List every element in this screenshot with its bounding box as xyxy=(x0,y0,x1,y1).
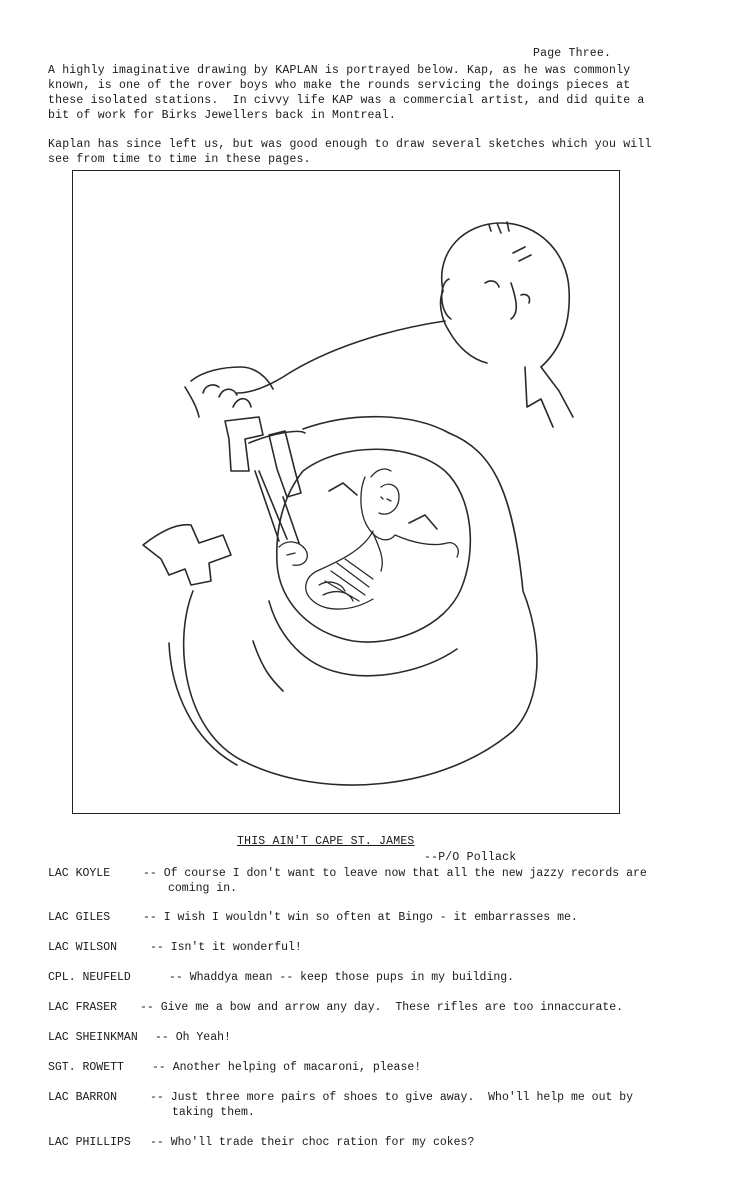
quote-text: -- Whaddya mean -- keep those pups in my building. xyxy=(169,971,515,984)
quote-text: -- I wish I wouldn't win so often at Bingo - it embarrasses me. xyxy=(143,911,578,924)
panel-outline xyxy=(184,433,537,785)
quote-speaker: LAC WILSON xyxy=(48,941,118,954)
quote-text: -- Oh Yeah! xyxy=(155,1031,231,1044)
quote-text: -- Who'll trade their choc ration for my cokes? xyxy=(150,1136,475,1149)
quote-speaker: LAC GILES xyxy=(48,911,111,924)
page-number: Page Three. xyxy=(533,47,612,60)
quote-speaker: LAC FRASER xyxy=(48,1001,118,1014)
quote-speaker: CPL. NEUFELD xyxy=(48,971,131,984)
kaplan-mermaid-sketch xyxy=(73,171,618,812)
quote-text: -- Isn't it wonderful! xyxy=(150,941,302,954)
left-shape xyxy=(143,525,231,585)
intro-paragraph-line: these isolated stations. In civvy life KAP was a commercial artist, and did quite a xyxy=(48,94,645,107)
inner-swirl xyxy=(277,449,471,642)
second-paragraph-line: see from time to time in these pages. xyxy=(48,153,311,166)
man-eye xyxy=(485,281,499,287)
quote-speaker: LAC PHILLIPS xyxy=(48,1136,131,1149)
intro-paragraph-line: A highly imaginative drawing by KAPLAN is portrayed below. Kap, as he was commonly xyxy=(48,64,631,77)
quote-text: -- Of course I don't want to leave now that all the new jazzy records are xyxy=(143,867,647,880)
quote-text: -- Give me a bow and arrow any day. These rifles are too innaccurate. xyxy=(140,1001,624,1014)
quote-text: coming in. xyxy=(168,882,238,895)
man-nose xyxy=(511,283,516,319)
man-ear xyxy=(442,279,451,319)
intro-paragraph-line: bit of work for Birks Jewellers back in Montreal. xyxy=(48,109,396,122)
quote-speaker: LAC SHEINKMAN xyxy=(48,1031,138,1044)
man-head xyxy=(442,223,570,367)
mermaid xyxy=(279,469,458,609)
quote-speaker: LAC BARRON xyxy=(48,1091,118,1104)
quote-text: taking them. xyxy=(172,1106,255,1119)
quote-text: -- Another helping of macaroni, please! xyxy=(152,1061,422,1074)
section-heading: THIS AIN'T CAPE ST. JAMES xyxy=(237,835,415,848)
intro-paragraph-line: known, is one of the rover boys who make the rounds servicing the doings pieces at xyxy=(48,79,631,92)
quote-text: -- Just three more pairs of shoes to give away. Who'll help me out by xyxy=(150,1091,634,1104)
drawing-frame xyxy=(72,170,620,814)
section-byline: --P/O Pollack xyxy=(424,851,517,864)
man-hand xyxy=(191,367,273,389)
quote-speaker: LAC KOYLE xyxy=(48,867,111,880)
man-collar xyxy=(525,367,553,427)
quote-speaker: SGT. ROWETT xyxy=(48,1061,124,1074)
second-paragraph-line: Kaplan has since left us, but was good enough to draw several sketches which you will xyxy=(48,138,652,151)
